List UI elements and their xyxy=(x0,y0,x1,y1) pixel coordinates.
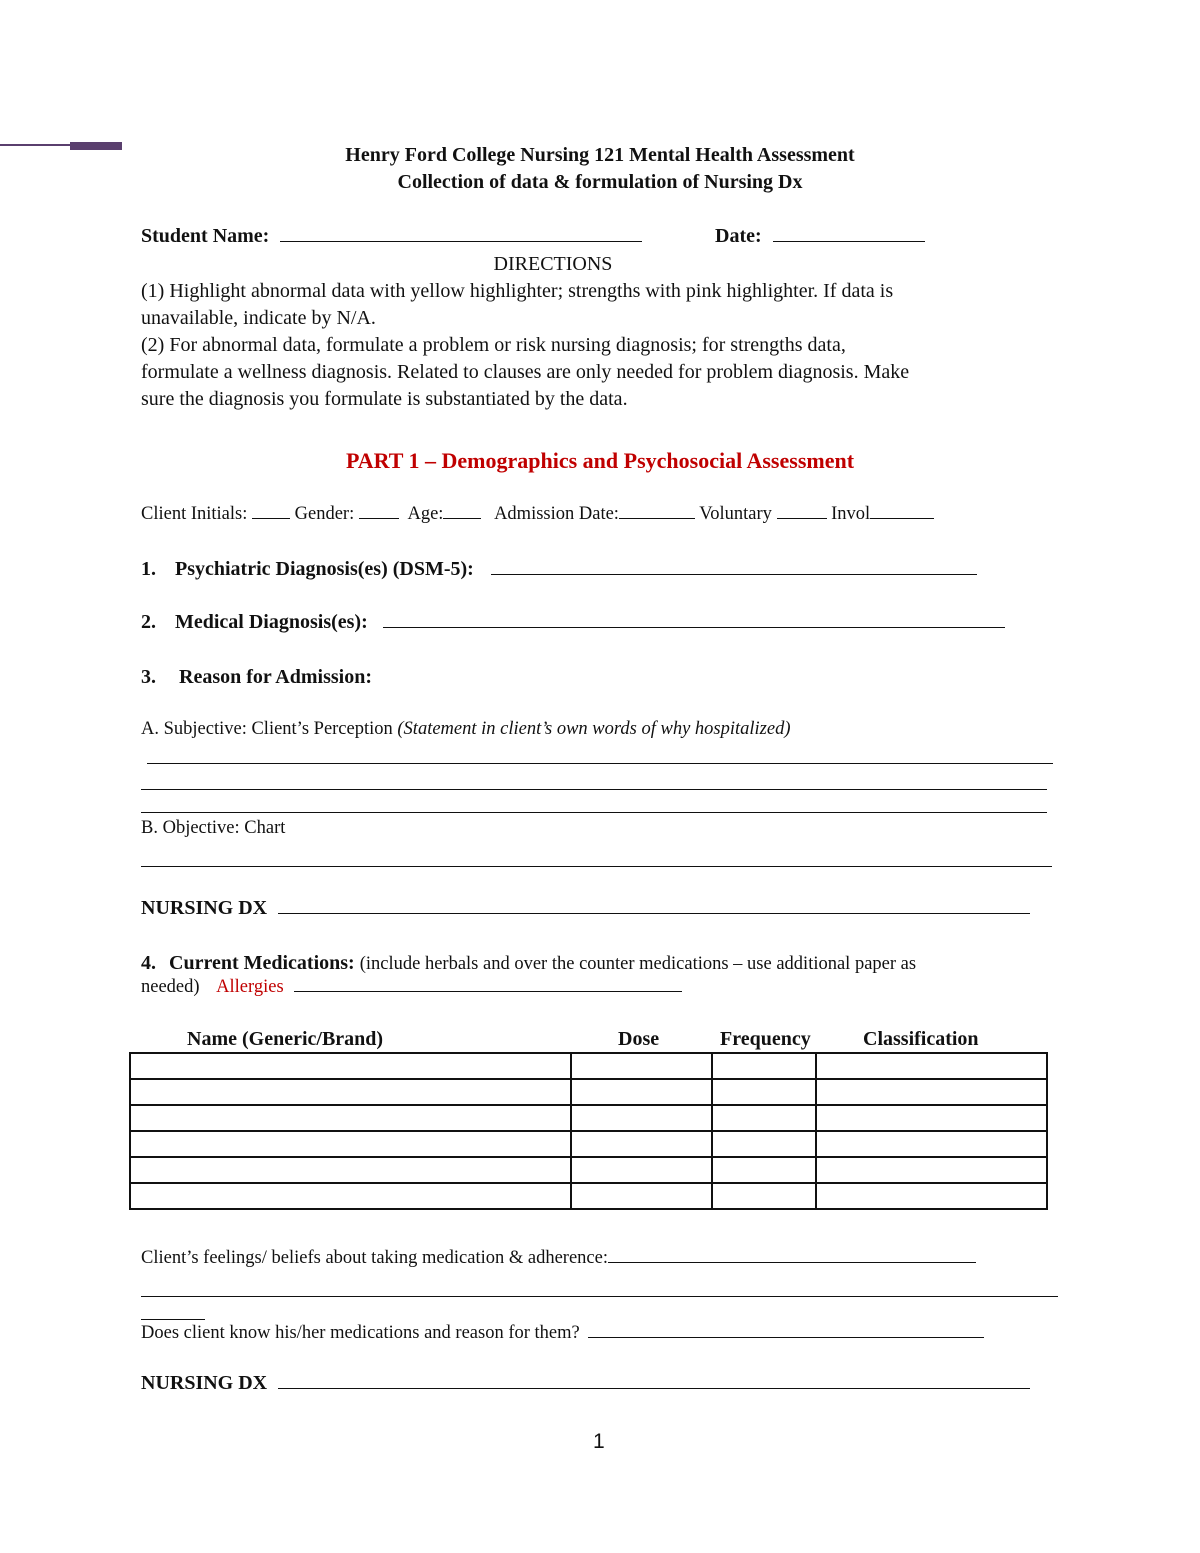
med-frequency-cell[interactable] xyxy=(712,1183,817,1209)
date-label: Date: xyxy=(715,225,762,247)
med-dose-cell[interactable] xyxy=(571,1183,712,1209)
beliefs-field[interactable] xyxy=(608,1262,976,1263)
beliefs-row xyxy=(141,1248,976,1269)
subjective-label: A. Subjective: Client’s Perception xyxy=(141,719,393,739)
nursing-dx-field-2[interactable] xyxy=(278,1388,1030,1389)
nursing-dx-label-2: NURSING DX xyxy=(141,1372,268,1394)
objective-label: B. Objective: Chart xyxy=(141,818,286,838)
page-number: 1 xyxy=(593,1430,605,1453)
med-frequency-cell[interactable] xyxy=(712,1053,817,1079)
knows-meds-row xyxy=(141,1323,984,1344)
psychiatric-dx-row xyxy=(141,558,977,581)
nursing-dx-row-1 xyxy=(141,897,1030,920)
page-subtitle: Collection of data & formulation of Nursing Dx xyxy=(397,171,803,193)
q4-number: 4. xyxy=(141,952,156,974)
q1-label: Psychiatric Diagnosis(es) (DSM-5): xyxy=(175,558,474,580)
age-field[interactable] xyxy=(443,518,481,519)
med-dose-cell[interactable] xyxy=(571,1053,712,1079)
directions-line-3: (2) For abnormal data, formulate a problem or risk nursing diagnosis; for strengths data, xyxy=(141,334,846,356)
admission-date-field[interactable] xyxy=(619,518,695,519)
med-frequency-cell[interactable] xyxy=(712,1157,817,1183)
age-label: Age: xyxy=(407,504,444,524)
client-initials-label: Client Initials: xyxy=(141,504,248,524)
table-row xyxy=(130,1183,1047,1209)
allergies-row xyxy=(141,977,682,998)
directions-line-5: sure the diagnosis you formulate is substantiated by the data. xyxy=(141,388,628,410)
nursing-dx-field-1[interactable] xyxy=(278,913,1030,914)
subjective-line-1[interactable] xyxy=(147,763,1053,764)
med-dose-cell[interactable] xyxy=(571,1105,712,1131)
voluntary-label: Voluntary xyxy=(699,504,772,524)
med-classification-cell[interactable] xyxy=(816,1131,1047,1157)
student-name-label: Student Name: xyxy=(141,225,270,247)
q3-number: 3. xyxy=(141,666,156,688)
med-header-dose: Dose xyxy=(618,1028,660,1050)
medical-dx-row xyxy=(141,611,1005,634)
q2-label: Medical Diagnosis(es): xyxy=(175,611,368,633)
page-title: Henry Ford College Nursing 121 Mental Health Assessment xyxy=(345,144,855,166)
q3-label: Reason for Admission: xyxy=(179,666,372,688)
objective-line[interactable] xyxy=(141,866,1052,867)
beliefs-label: Client’s feelings/ beliefs about taking medication & adherence: xyxy=(141,1248,608,1268)
allergies-label: Allergies xyxy=(216,977,284,997)
table-row xyxy=(130,1105,1047,1131)
medical-dx-field[interactable] xyxy=(383,627,1005,628)
invol-field[interactable] xyxy=(870,518,934,519)
beliefs-line-3[interactable] xyxy=(141,1319,205,1320)
med-dose-cell[interactable] xyxy=(571,1131,712,1157)
med-classification-cell[interactable] xyxy=(816,1053,1047,1079)
med-classification-cell[interactable] xyxy=(816,1183,1047,1209)
med-name-cell[interactable] xyxy=(130,1105,571,1131)
med-frequency-cell[interactable] xyxy=(712,1131,817,1157)
directions-line-1: (1) Highlight abnormal data with yellow highlighter; strengths with pink highlighter. If data is xyxy=(141,280,894,302)
directions-line-2: unavailable, indicate by N/A. xyxy=(141,307,376,329)
medications-table xyxy=(129,1052,1048,1210)
beliefs-line-2[interactable] xyxy=(141,1296,1058,1297)
directions-heading: DIRECTIONS xyxy=(493,253,613,275)
med-name-cell[interactable] xyxy=(130,1079,571,1105)
client-initials-field[interactable] xyxy=(252,518,290,519)
table-row xyxy=(130,1053,1047,1079)
subjective-line-2[interactable] xyxy=(141,789,1047,790)
nursing-dx-row-2 xyxy=(141,1372,1030,1395)
invol-label: Invol xyxy=(831,504,871,524)
allergies-field[interactable] xyxy=(294,991,682,992)
q2-number: 2. xyxy=(141,611,156,633)
student-name-row xyxy=(141,225,642,248)
table-row xyxy=(130,1131,1047,1157)
date-row xyxy=(715,225,925,248)
med-frequency-cell[interactable] xyxy=(712,1079,817,1105)
med-name-cell[interactable] xyxy=(130,1157,571,1183)
med-frequency-cell[interactable] xyxy=(712,1105,817,1131)
gender-field[interactable] xyxy=(359,518,399,519)
q4-note-cont: needed) xyxy=(141,977,200,997)
reason-admission-row xyxy=(141,666,372,689)
med-name-cell[interactable] xyxy=(130,1131,571,1157)
student-name-field[interactable] xyxy=(280,241,642,242)
knows-meds-label: Does client know his/her medications and reason for them? xyxy=(141,1323,580,1343)
demographics-row xyxy=(141,504,934,525)
directions-line-4: formulate a wellness diagnosis. Related to clauses are only needed for problem diagnosis. Make xyxy=(141,361,910,383)
med-name-cell[interactable] xyxy=(130,1183,571,1209)
med-header-name: Name (Generic/Brand) xyxy=(187,1028,384,1050)
q1-number: 1. xyxy=(141,558,156,580)
voluntary-field[interactable] xyxy=(777,518,827,519)
med-classification-cell[interactable] xyxy=(816,1079,1047,1105)
q4-label: Current Medications: xyxy=(169,952,355,974)
gender-label: Gender: xyxy=(294,504,355,524)
table-row xyxy=(130,1079,1047,1105)
med-dose-cell[interactable] xyxy=(571,1157,712,1183)
table-row xyxy=(130,1157,1047,1183)
current-meds-row xyxy=(141,952,916,975)
nursing-dx-label-1: NURSING DX xyxy=(141,897,268,919)
med-dose-cell[interactable] xyxy=(571,1079,712,1105)
q4-note: (include herbals and over the counter medications – use additional paper as xyxy=(359,954,917,974)
med-classification-cell[interactable] xyxy=(816,1157,1047,1183)
med-header-frequency: Frequency xyxy=(720,1028,811,1050)
admission-date-label: Admission Date: xyxy=(494,504,619,524)
subjective-line-3[interactable] xyxy=(141,812,1047,813)
part1-title: PART 1 – Demographics and Psychosocial Assessment xyxy=(345,448,855,473)
med-header-classification: Classification xyxy=(863,1028,979,1050)
psychiatric-dx-field[interactable] xyxy=(491,574,977,575)
subjective-row xyxy=(141,719,791,740)
med-classification-cell[interactable] xyxy=(816,1105,1047,1131)
med-name-cell[interactable] xyxy=(130,1053,571,1079)
date-field[interactable] xyxy=(773,241,925,242)
subjective-hint: (Statement in client’s own words of why hospitalized) xyxy=(397,719,791,739)
knows-meds-field[interactable] xyxy=(588,1337,984,1338)
